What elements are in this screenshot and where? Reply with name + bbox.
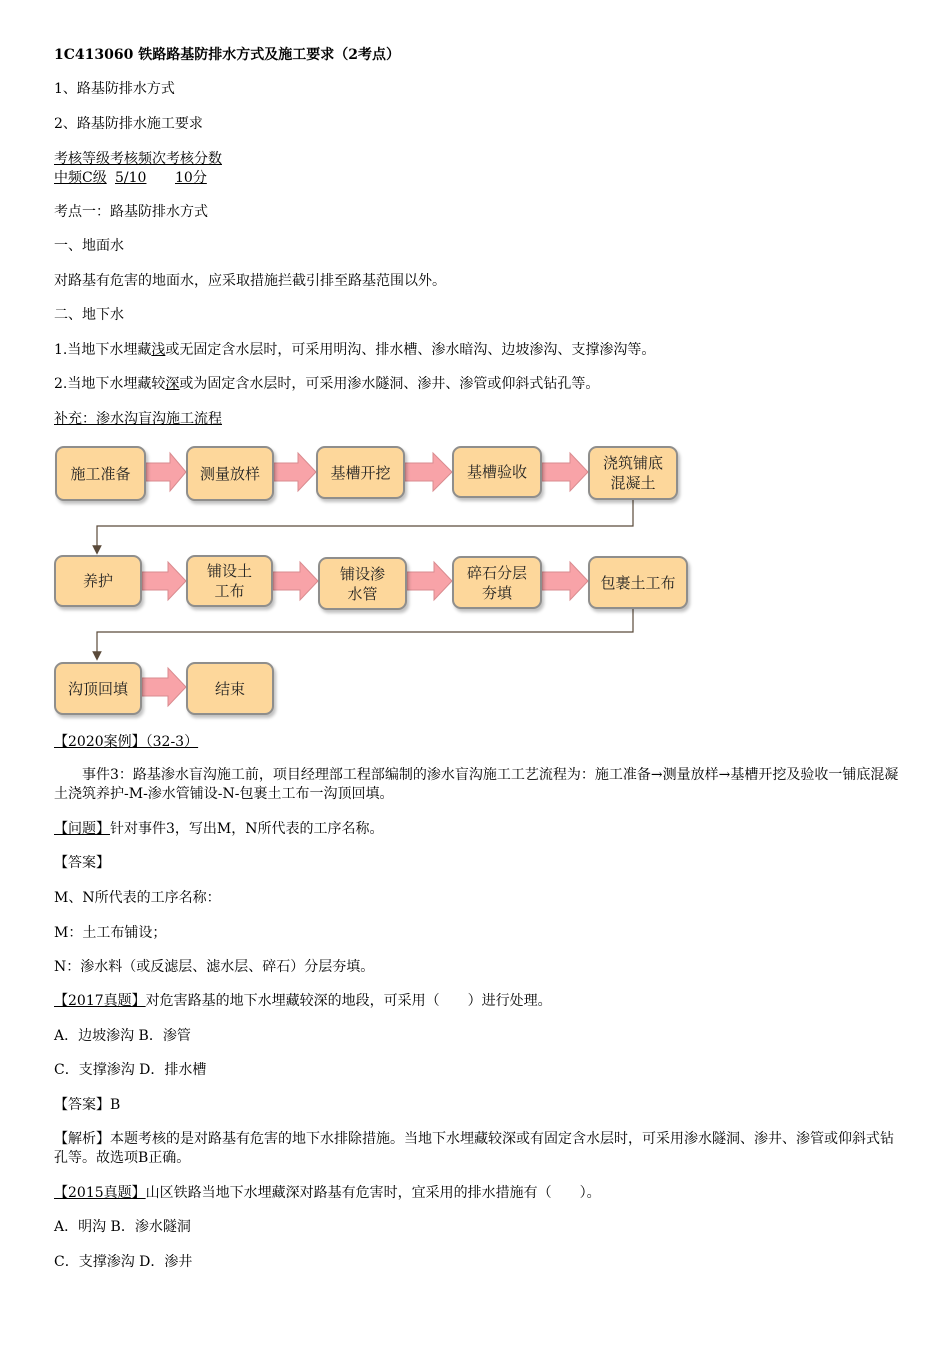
flow-step-gravel-fill: 碎石分层 夯填 [452,556,542,609]
flow-step-construction-prep: 施工准备 [55,446,146,501]
exam-frequency: 5/10 [115,170,147,186]
flow-arrow [142,562,186,600]
section-1-text: 对路基有危害的地面水，应采取措施拦截引排至路基范围以外。 [54,273,446,289]
exam-2017-question: 【2017真题】对危害路基的地下水埋藏较深的地段，可采用（ ）进行处理。 [54,993,552,1009]
exam-2017-options-cd: C．支撑渗沟 D．排水槽 [54,1062,207,1078]
kaodian-1-title: 考点一：路基防排水方式 [54,204,208,220]
case-2020-answer-tag: 【答案】 [54,855,110,871]
section-2-item-2: 2.当地下水埋藏较深或为固定含水层时，可采用渗水隧洞、渗井、渗管或仰斜式钻孔等。 [54,376,600,392]
case-2020-tag: 【2020案例】（32-3） [54,734,199,750]
flow-arrow [542,562,588,600]
flow-step-lay-drain-pipe: 铺设渗 水管 [318,557,407,610]
section-2-item-1: 1.当地下水埋藏浅或无固定含水层时，可采用明沟、排水槽、渗水暗沟、边坡渗沟、支撑渗沟等。 [54,342,656,358]
case-2020-answer-n: N：渗水料（或反滤层、滤水层、碎石）分层夯填。 [54,959,375,975]
flow-step-end: 结束 [186,662,274,715]
page-title: 1C413060 铁路路基防排水方式及施工要求（2考点） [54,47,400,63]
list-item-2: 2、路基防排水施工要求 [54,116,203,132]
flow-arrow [274,453,316,491]
flow-step-trench-acceptance: 基槽验收 [452,446,542,498]
supplement-title: 补充：渗水沟盲沟施工流程 [54,411,222,427]
flow-arrow [146,453,186,491]
section-1-title: 一、地面水 [54,238,124,254]
flow-step-curing: 养护 [54,555,142,607]
flow-step-backfill: 沟顶回填 [54,662,142,715]
exam-2017-analysis: 【解析】本题考核的是对路基有危害的地下水排除措施。当地下水埋藏较深或有固定含水层时，可采用渗水隧洞、渗井、渗管或仰斜式钻孔等。故选项B正确。 [54,1131,894,1166]
exam-level: 中频C级 [54,170,107,186]
exam-2017-options-ab: A．边坡渗沟 B．渗管 [54,1028,191,1044]
exam-2017-answer: 【答案】B [54,1097,121,1113]
flow-step-pour-concrete: 浇筑铺底 混凝土 [588,446,678,500]
section-2-title: 二、地下水 [54,307,124,323]
flow-arrow [273,562,318,600]
exam-2015-question: 【2015真题】山区铁路当地下水埋藏深对路基有危害时，宜采用的排水措施有（ ）。 [54,1185,601,1201]
case-2020-event: 事件3：路基渗水盲沟施工前，项目经理部工程部编制的渗水盲沟施工工艺流程为：施工准备→测量放样→基槽开挖及验收一铺底混凝土浇筑养护-M-渗水管铺设-N-包裹土工布一沟顶回填。 [54,767,899,802]
flow-connector-line [97,607,633,656]
flow-arrow [542,453,588,491]
exam-2015-options-cd: C．支撑渗沟 D．渗井 [54,1254,193,1270]
case-2020-question: 【问题】针对事件3，写出M，N所代表的工序名称。 [54,821,384,837]
flow-step-survey: 测量放样 [186,446,274,501]
exam-score: 10分 [175,170,207,186]
case-2020-answer-m: M：土工布铺设； [54,925,167,941]
flow-arrow [405,453,452,491]
flow-step-trench-excavation: 基槽开挖 [316,446,405,499]
flow-step-lay-geotextile: 铺设土 工布 [186,555,273,607]
exam-table-header: 考核等级考核频次考核分数 [54,151,222,167]
flow-arrow [407,562,452,600]
flow-arrow [142,668,186,706]
list-item-1: 1、路基防排水方式 [54,81,175,97]
case-2020-answer-intro: M、N所代表的工序名称： [54,890,221,906]
flow-step-wrap-geotextile: 包裹土工布 [588,556,688,609]
exam-2015-options-ab: A．明沟 B．渗水隧洞 [54,1219,191,1235]
flow-connector-line [97,500,633,550]
